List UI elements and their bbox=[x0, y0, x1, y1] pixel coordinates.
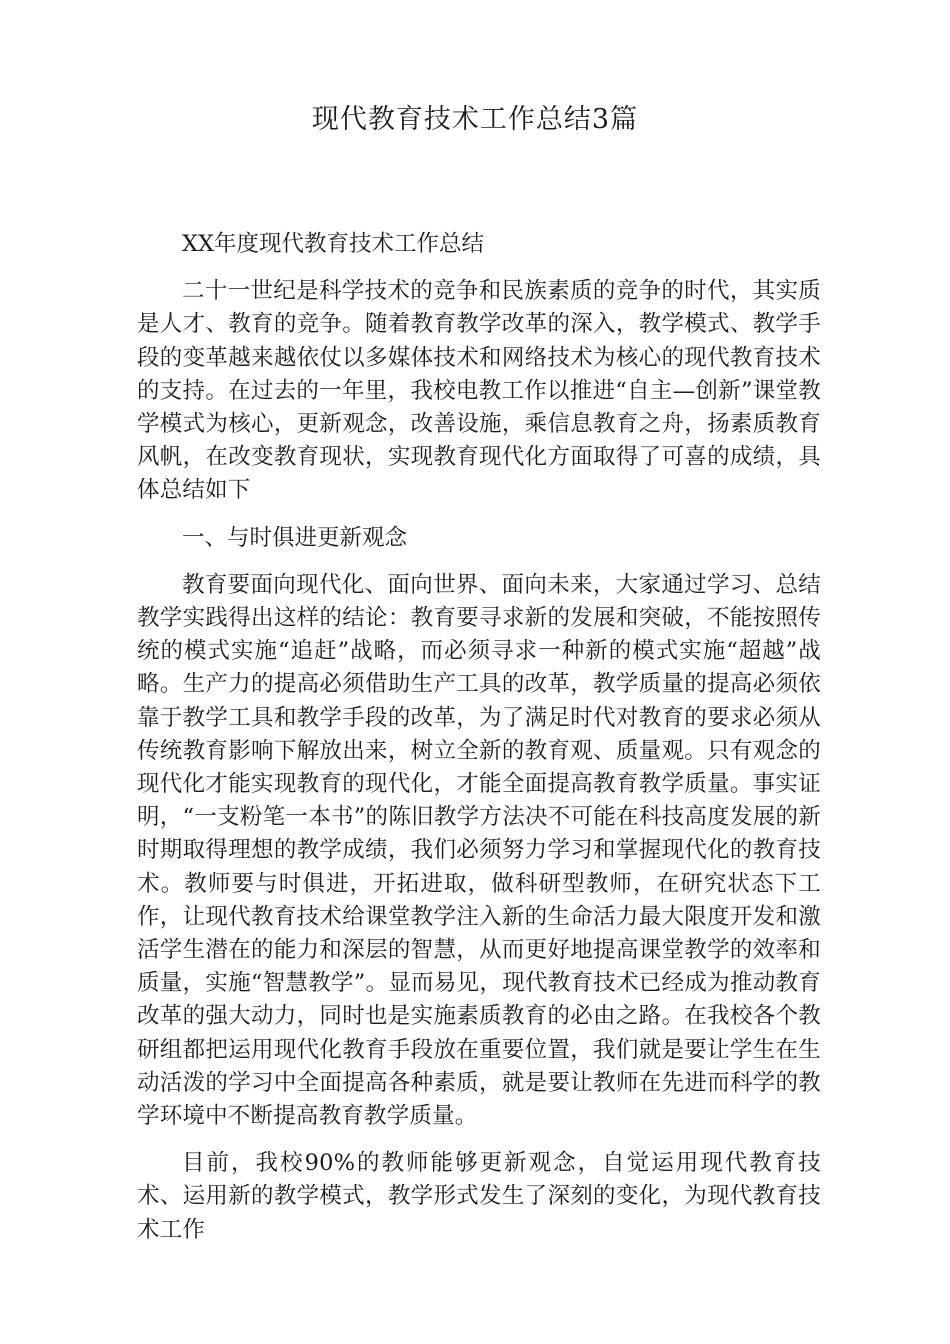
section-heading: 一、与时俱进更新观念 bbox=[182, 524, 408, 551]
report-subtitle: XX年度现代教育技术工作总结 bbox=[182, 231, 485, 257]
document-title: 现代教育技术工作总结3篇 bbox=[311, 104, 639, 135]
intro-paragraph: 二十一世纪是科学技术的竞争和民族素质的竞争的时代，其实质是人才、教育的竞争。随着教育教学改革的深入，教学模式、教学手段的变革越来越依仗以多媒体技术和网络技术为核心的现代教育技术的支持。在过去的一年里，我校电教工作以推进“自主—创新”课堂教学模式为核心，更新观念，改善设施，乘信息教育之舟，扬素质教育风帆，在改变教育现状，实现教育现代化方面取得了可喜的成绩，具体总结如下 bbox=[137, 278, 821, 504]
current-status-paragraph: 目前，我校90%的教师能够更新观念，自觉运用现代教育技术、运用新的教学模式，教学形式发生了深刻的变化，为现代教育技术工作 bbox=[137, 1150, 821, 1243]
section-paragraph: 教育要面向现代化、面向世界、面向未来，大家通过学习、总结教学实践得出这样的结论：教育要寻求新的发展和突破，不能按照传统的模式实施“追赶”战略，而必须寻求一种新的模式实施“超越”战略。生产力的提高必须借助生产工具的改革，教学质量的提高必须依靠于教学工具和教学手段的改革，为了满足时代对教育的要求必须从传统教育影响下解放出来，树立全新的教育观、质量观。只有观念的现代化才能实现教育的现代化，才能全面提高教育教学质量。事实证明，“一支粉笔一本书”的陈旧教学方法决不可能在科技高度发展的新时期取得理想的教学成绩，我们必须努力学习和掌握现代化的教育技术。教师要与时俱进，开拓进取，做科研型教师，在研究状态下工作，让现代教育技术给课堂教学注入新的生命活力最大限度开发和激活学生潜在的能力和深层的智慧，从而更好地提高课堂教学的效率和质量，实施“智慧教学”。显而易见，现代教育技术已经成为推动教育改革的强大动力，同时也是实施素质教育的必由之路。在我校各个教研组都把运用现代化教育手段放在重要位置，我们就是要让学生在生动活泼的学习中全面提高各种素质，就是要让教师在先进而科学的教学环境中不断提高教育教学质量。 bbox=[137, 571, 821, 1130]
document-body bbox=[137, 228, 821, 1261]
